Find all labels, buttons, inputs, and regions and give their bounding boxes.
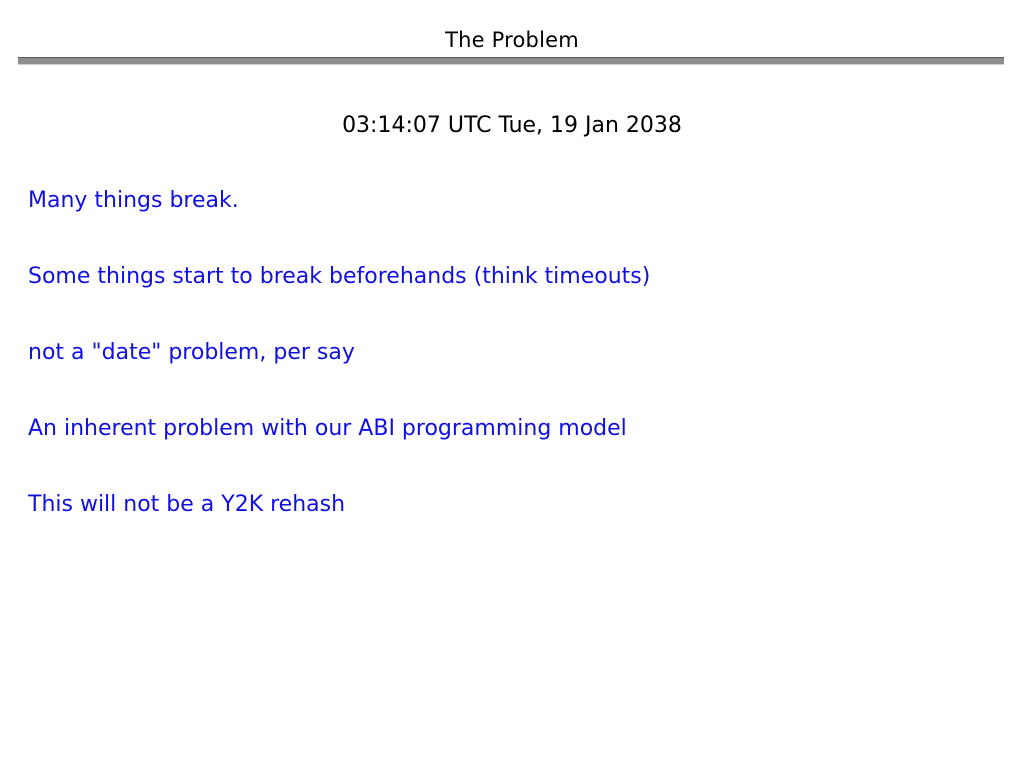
title-divider [18, 57, 1004, 65]
page-title: The Problem [445, 28, 579, 52]
timestamp-text: 03:14:07 UTC Tue, 19 Jan 2038 [342, 113, 682, 138]
list-item: An inherent problem with our ABI programming model [28, 416, 627, 441]
list-item: not a "date" problem, per say [28, 340, 355, 365]
list-item: This will not be a Y2K rehash [28, 492, 346, 517]
list-item: Many things break. [28, 188, 239, 213]
bullet-list [28, 190, 988, 516]
list-item: Some things start to break beforehands (think timeouts) [28, 264, 651, 289]
